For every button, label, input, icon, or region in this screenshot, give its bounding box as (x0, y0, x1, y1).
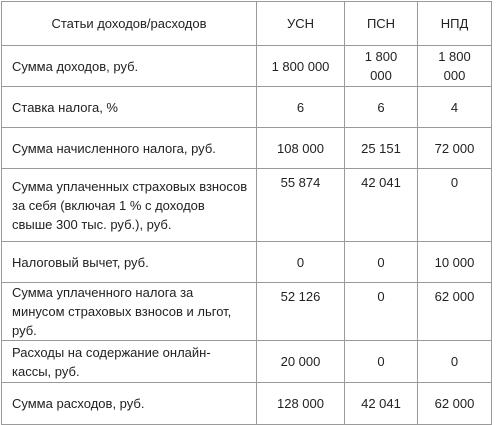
table-row (2, 242, 492, 283)
table-row (2, 283, 492, 341)
tax-comparison-table (1, 1, 492, 425)
row-label: Налоговый вычет, руб. (2, 242, 257, 283)
table-row (2, 341, 492, 383)
value-npd: 0 (418, 341, 492, 383)
header-cell-usn: УСН (257, 2, 345, 46)
row-label: Расходы на содержание онлайн-кассы, руб. (2, 341, 257, 383)
header-cell-items: Статьи доходов/расходов (2, 2, 257, 46)
value-psn: 0 (345, 341, 418, 383)
row-label: Сумма уплаченного налога за минусом страховых взносов и льгот, руб. (2, 283, 257, 341)
value-npd: 0 (418, 169, 492, 242)
table-row (2, 169, 492, 242)
value-usn: 1 800 000 (257, 46, 345, 87)
value-psn: 1 800 000 (345, 46, 418, 87)
row-label: Сумма уплаченных страховых взносов за себя (включая 1 % с доходов свыше 300 тыс. руб.), руб. (2, 169, 257, 242)
table-row (2, 87, 492, 128)
table-row (2, 383, 492, 425)
row-label: Сумма начисленного налога, руб. (2, 128, 257, 169)
value-npd: 62 000 (418, 283, 492, 341)
value-npd: 4 (418, 87, 492, 128)
row-label: Сумма доходов, руб. (2, 46, 257, 87)
value-usn: 128 000 (257, 383, 345, 425)
value-usn: 0 (257, 242, 345, 283)
row-label: Ставка налога, % (2, 87, 257, 128)
value-usn: 108 000 (257, 128, 345, 169)
row-label: Сумма расходов, руб. (2, 383, 257, 425)
table-header-row (2, 2, 492, 46)
value-npd: 72 000 (418, 128, 492, 169)
value-psn: 0 (345, 242, 418, 283)
value-usn: 52 126 (257, 283, 345, 341)
value-npd: 62 000 (418, 383, 492, 425)
value-usn: 6 (257, 87, 345, 128)
value-npd: 1 800 000 (418, 46, 492, 87)
table-row (2, 46, 492, 87)
value-psn: 42 041 (345, 169, 418, 242)
header-cell-npd: НПД (418, 2, 492, 46)
value-usn: 55 874 (257, 169, 345, 242)
header-cell-psn: ПСН (345, 2, 418, 46)
value-psn: 42 041 (345, 383, 418, 425)
table-row (2, 128, 492, 169)
value-npd: 10 000 (418, 242, 492, 283)
value-usn: 20 000 (257, 341, 345, 383)
value-psn: 0 (345, 283, 418, 341)
value-psn: 6 (345, 87, 418, 128)
value-psn: 25 151 (345, 128, 418, 169)
